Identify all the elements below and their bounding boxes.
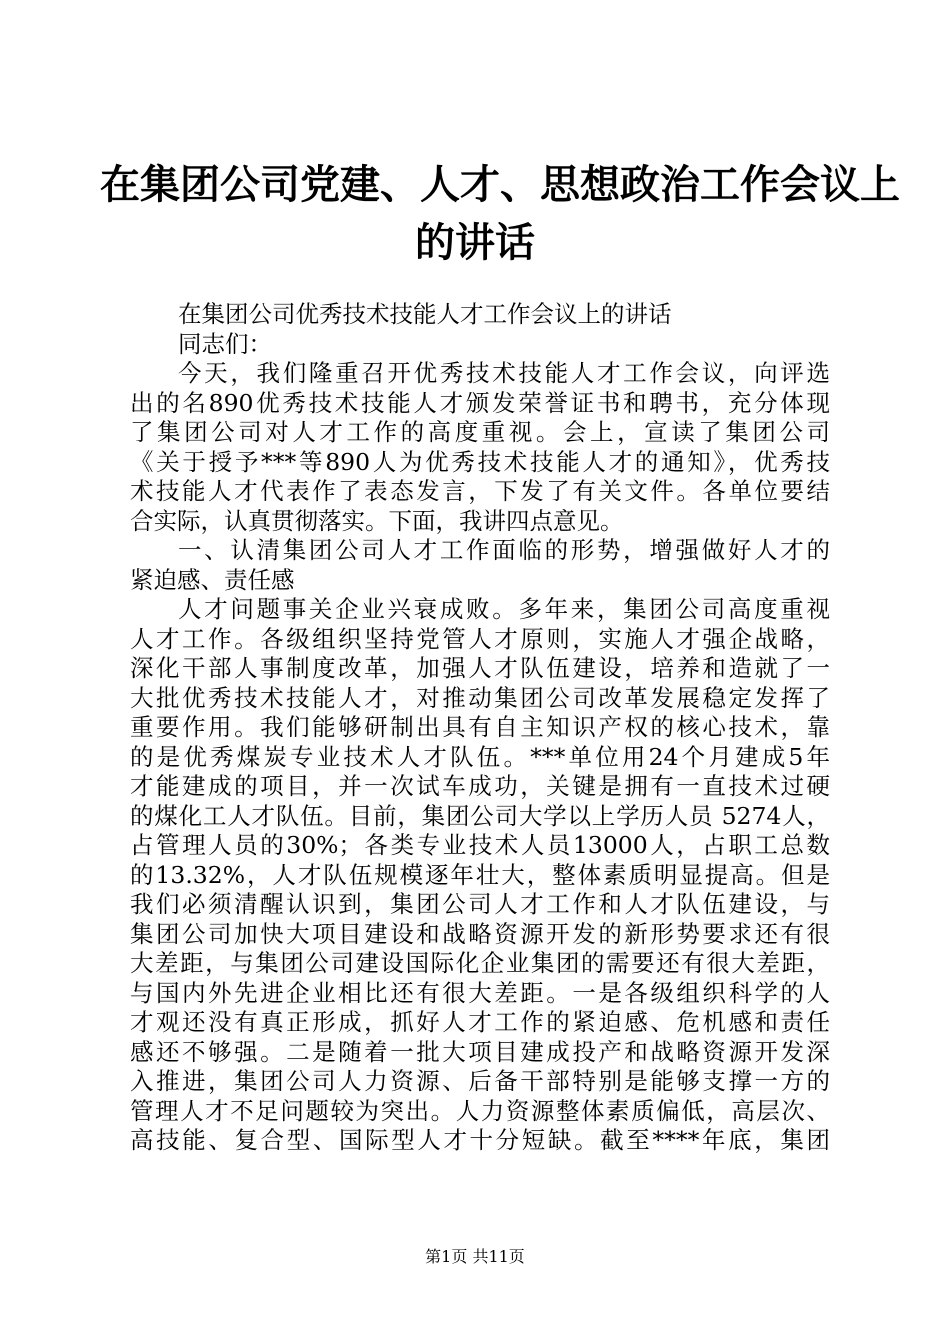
section-heading-line: 一、认清集团公司人才工作面临的形势，增强做好人才的 <box>178 536 830 564</box>
body-line: 的是优秀煤炭专业技术人才队伍。***单位用24个月建成5年 <box>130 742 830 771</box>
body-line: 了集团公司对人才工作的高度重视。会上，宣读了集团公司 <box>130 418 830 446</box>
body-line: 的13.32%，人才队伍规模逐年壮大，整体素质明显提高。但是 <box>130 860 830 889</box>
body-line: 与国内外先进企业相比还有很大差距。一是各级组织科学的人 <box>130 978 830 1007</box>
body-line: 今天，我们隆重召开优秀技术技能人才工作会议，向评选 <box>178 359 830 387</box>
body-line: 的煤化工人才队伍。目前，集团公司大学以上学历人员 5274人， <box>130 801 830 830</box>
body-line: 术技能人才代表作了表态发言，下发了有关文件。各单位要结 <box>130 477 830 505</box>
body-line: 管理人才不足问题较为突出。人力资源整体素质偏低，高层次、 <box>130 1096 830 1125</box>
page-number-footer: 第1页 共11页 <box>425 1247 525 1266</box>
document-body <box>130 300 830 1156</box>
section-heading-line: 紧迫感、责任感 <box>130 565 295 594</box>
body-line: 才能建成的项目，并一次试车成功，关键是拥有一直技术过硬 <box>130 772 830 800</box>
body-line: 高技能、复合型、国际型人才十分短缺。截至****年底，集团 <box>130 1126 830 1154</box>
body-line: 感还不够强。二是随着一批大项目建成投产和战略资源开发深 <box>130 1037 830 1066</box>
body-line: 大批优秀技术技能人才，对推动集团公司改革发展稳定发挥了 <box>130 683 830 712</box>
body-line: 人才问题事关企业兴衰成败。多年来，集团公司高度重视 <box>178 595 830 623</box>
body-line: 入推进，集团公司人力资源、后备干部特别是能够支撑一方的 <box>130 1067 830 1095</box>
body-line: 深化干部人事制度改革，加强人才队伍建设，培养和造就了一 <box>130 654 830 682</box>
body-line: 占管理人员的30%；各类专业技术人员13000人，占职工总数 <box>130 831 830 859</box>
body-line: 我们必须清醒认识到，集团公司人才工作和人才队伍建设，与 <box>130 890 830 918</box>
body-line: 才观还没有真正形成，抓好人才工作的紧迫感、危机感和责任 <box>130 1008 830 1036</box>
body-line: 大差距，与集团公司建设国际化企业集团的需要还有很大差距， <box>130 949 830 977</box>
body-line: 重要作用。我们能够研制出具有自主知识产权的核心技术，靠 <box>130 713 830 741</box>
body-line: 出的名890优秀技术技能人才颁发荣誉证书和聘书，充分体现 <box>130 388 830 417</box>
salutation-line: 同志们： <box>178 329 272 358</box>
document-title-line-1: 在集团公司党建、人才、思想政治工作会议上 <box>100 162 900 208</box>
subtitle-line: 在集团公司优秀技术技能人才工作会议上的讲话 <box>178 300 672 328</box>
body-line: 《关于授予***等890人为优秀技术技能人才的通知》，优秀技 <box>130 447 830 476</box>
document-title-line-2: 的讲话 <box>415 220 535 266</box>
body-line: 合实际，认真贯彻落实。下面，我讲四点意见。 <box>130 506 624 535</box>
body-line: 集团公司加快大项目建设和战略资源开发的新形势要求还有很 <box>130 919 830 948</box>
body-line: 人才工作。各级组织坚持党管人才原则，实施人才强企战略， <box>130 624 830 653</box>
